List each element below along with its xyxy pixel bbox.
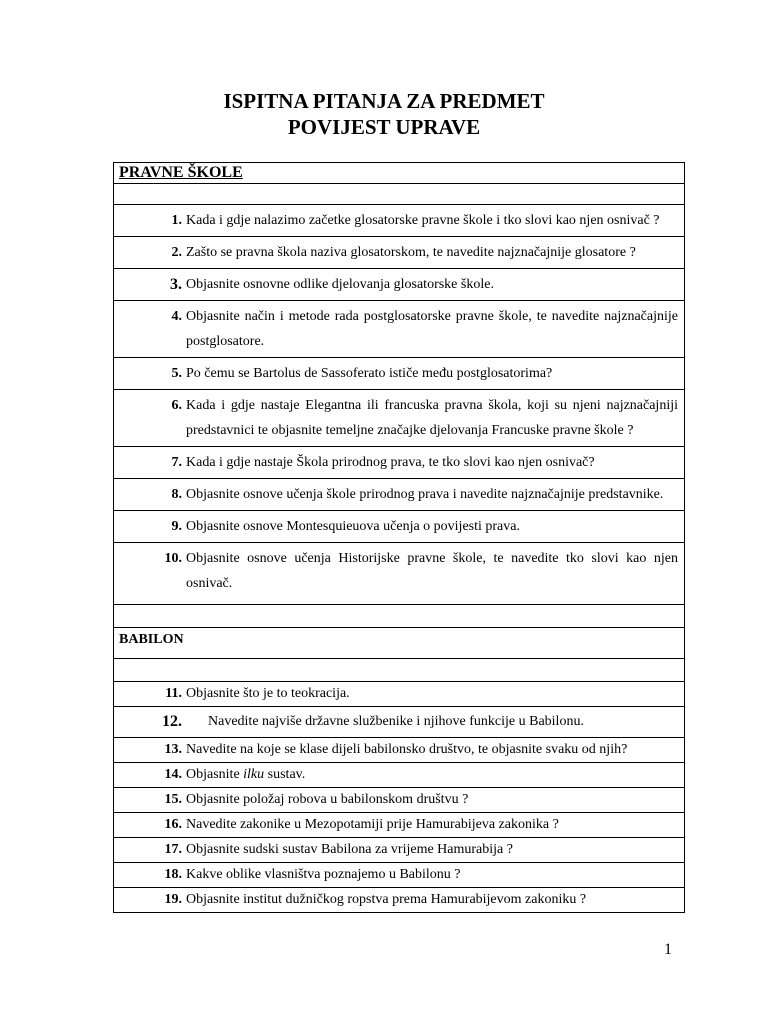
question-number: 16. (164, 817, 182, 832)
question-row-1 (114, 205, 685, 237)
question-number: 15. (164, 792, 182, 807)
question-text: Objasnite osnovne odlike djelovanja glosatorske škole. (186, 277, 494, 292)
question-row-8 (114, 479, 685, 511)
question-number: 14. (164, 767, 182, 782)
question-row-7 (114, 447, 685, 479)
question-row-11 (114, 682, 685, 707)
questions-table (113, 162, 685, 913)
question-text: Objasnite osnove Montesquieuova učenja o povijesti prava. (186, 519, 520, 534)
question-row-17 (114, 838, 685, 863)
question-text: Zašto se pravna škola naziva glosatorskom, te navedite najznačajnije glosatore ? (186, 245, 636, 260)
section-heading-row (114, 163, 685, 184)
question-number: 12. (162, 713, 182, 730)
question-number: 7. (171, 455, 182, 470)
blank-row (114, 184, 685, 205)
question-row-4 (114, 301, 685, 358)
question-text: Kada i gdje nalazimo začetke glosatorske pravne škole i tko slovi kao njen osnivač ? (186, 213, 660, 228)
section-heading-babilon: BABILON (119, 632, 184, 647)
blank-row (114, 605, 685, 628)
blank-row (114, 659, 685, 682)
question-text: Kada i gdje nastaje Elegantna ili francuska pravna škola, koji su njeni najznačajniji predstavnici te objasnite temeljne značajke djelovanja Francuske pravne škole ? (186, 398, 678, 438)
question-number: 8. (171, 487, 182, 502)
question-row-5 (114, 358, 685, 390)
question-text: Po čemu se Bartolus de Sassoferato ističe među postglosatorima? (186, 366, 553, 381)
section-heading-row (114, 628, 685, 659)
question-row-13 (114, 738, 685, 763)
question-row-14 (114, 763, 685, 788)
document-title-line2: POVIJEST UPRAVE (287, 115, 481, 139)
question-number: 2. (171, 245, 182, 260)
question-row-3 (114, 269, 685, 301)
question-number: 9. (171, 519, 182, 534)
question-text: Objasnite način i metode rada postglosatorske pravne škole, te navedite najznačajnije postglosatore. (186, 309, 678, 349)
page-number: 1 (664, 941, 672, 958)
question-row-18 (114, 863, 685, 888)
question-text: Objasnite institut dužničkog ropstva prema Hamurabijevom zakoniku ? (186, 892, 587, 907)
question-text: Objasnite što je to teokracija. (186, 686, 350, 701)
question-text: Kada i gdje nastaje Škola prirodnog prava, te tko slovi kao njen osnivač? (186, 455, 595, 470)
question-text: Objasnite osnove učenja škole prirodnog prava i navedite najznačajnije predstavnike. (186, 487, 664, 502)
question-row-6 (114, 390, 685, 447)
question-row-16 (114, 813, 685, 838)
question-number: 13. (164, 742, 182, 757)
question-text: Kakve oblike vlasništva poznajemo u Babilonu ? (186, 867, 461, 882)
question-row-10 (114, 543, 685, 605)
question-number: 1. (171, 213, 182, 228)
question-text: Objasnite osnove učenja Historijske pravne škole, te navedite tko slovi kao njen osnivač. (186, 551, 678, 591)
question-text (186, 765, 678, 785)
question-text: Navedite zakonike u Mezopotamiji prije Hamurabijeva zakonika ? (186, 817, 559, 832)
question-row-19 (114, 888, 685, 913)
question-text: Navedite najviše državne službenike i njihove funkcije u Babilonu. (208, 714, 584, 729)
question-number: 18. (164, 867, 182, 882)
question-number: 6. (171, 398, 182, 413)
question-number: 11. (165, 686, 182, 701)
question-row-12 (114, 707, 685, 738)
section-heading-pravne-skole: PRAVNE ŠKOLE (119, 164, 243, 181)
question-row-2 (114, 237, 685, 269)
question-number: 4. (171, 309, 182, 324)
question-number: 10. (164, 551, 182, 566)
question-row-9 (114, 511, 685, 543)
question-text: Objasnite položaj robova u babilonskom društvu ? (186, 792, 469, 807)
question-text-before: Objasnite (186, 767, 244, 782)
question-row-15 (114, 788, 685, 813)
question-number: 19. (164, 892, 182, 907)
question-text-after: sustav. (264, 767, 306, 782)
document-title-line1: ISPITNA PITANJA ZA PREDMET (223, 89, 545, 113)
question-number: 17. (164, 842, 182, 857)
question-number: 5. (171, 366, 182, 381)
question-number: 3. (170, 276, 182, 293)
question-text-italic: ilku (243, 767, 265, 782)
question-text: Objasnite sudski sustav Babilona za vrijeme Hamurabija ? (186, 842, 513, 857)
question-text: Navedite na koje se klase dijeli babilonsko društvo, te objasnite svaku od njih? (186, 742, 628, 757)
